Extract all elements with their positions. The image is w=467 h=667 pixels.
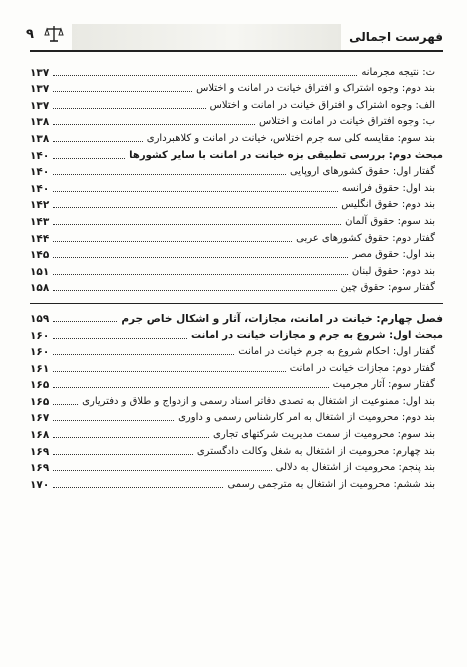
dot-leader xyxy=(53,354,234,355)
toc-entry-title: بند سوم: حقوق آلمان xyxy=(345,215,435,227)
toc-entry-page: ۱۶۸ xyxy=(30,429,50,442)
toc-entry-page: ۱۳۷ xyxy=(30,99,50,112)
toc-entry-title: بند اول: حقوق فرانسه xyxy=(341,182,435,194)
toc-entry-page: ۱۶۹ xyxy=(30,445,50,458)
toc-entry-title: فصل چهارم: خیانت در امانت، مجازات، آثار و اشکال خاص جرم xyxy=(121,312,443,325)
toc-entry xyxy=(30,128,443,145)
toc-entry-title: الف: وجوه اشتراک و افتراق خیانت در امانت و اختلاس xyxy=(209,99,435,111)
dot-leader xyxy=(53,454,193,455)
toc-entry-page: ۱۵۱ xyxy=(30,265,50,278)
toc-entry-page: ۱۶۹ xyxy=(30,462,50,475)
toc-entry-page: ۱۵۹ xyxy=(30,312,50,325)
dot-leader xyxy=(53,91,192,92)
dot-leader xyxy=(53,487,223,488)
toc-entry-title: مبحث اول: شروع به جرم و مجازات خیانت در امانت xyxy=(191,329,443,341)
toc-entry-page: ۱۳۸ xyxy=(30,132,50,145)
page-number: ۹ xyxy=(26,26,34,42)
toc-entry-title: بند سوم: مقایسه کلی سه جرم اختلاس، خیانت در امانت و کلاهبرداری xyxy=(146,132,435,144)
toc-entry xyxy=(30,358,443,375)
toc-entry-title: ت: نتیجه مجرمانه xyxy=(361,66,435,78)
toc-entry xyxy=(30,261,443,278)
toc-entry-title: بند ششم: محرومیت از اشتغال به مترجمی رسمی xyxy=(227,478,435,490)
table-of-contents xyxy=(30,62,443,491)
toc-entry xyxy=(30,375,443,392)
toc-entry-page: ۱۴۰ xyxy=(30,149,50,162)
toc-entry xyxy=(30,62,443,79)
dot-leader xyxy=(53,124,255,125)
dot-leader xyxy=(53,108,205,109)
toc-entry-page: ۱۶۵ xyxy=(30,379,50,392)
scales-of-justice-icon xyxy=(44,24,64,44)
toc-entry-page: ۱۴۵ xyxy=(30,249,50,262)
toc-entry-page: ۱۴۴ xyxy=(30,232,50,245)
dot-leader xyxy=(53,437,209,438)
section-gap xyxy=(30,294,443,308)
toc-entry-page: ۱۶۵ xyxy=(30,395,50,408)
toc-entry xyxy=(30,228,443,245)
toc-entry xyxy=(30,112,443,129)
toc-entry xyxy=(30,342,443,359)
toc-entry-page: ۱۶۰ xyxy=(30,346,50,359)
toc-entry-page: ۱۴۲ xyxy=(30,199,50,212)
toc-entry-title: بند چهارم: محرومیت از اشتغال به شغل وکالت دادگستری xyxy=(196,445,435,457)
toc-entry-page: ۱۳۸ xyxy=(30,116,50,129)
toc-entry-title: بند دوم: محرومیت از اشتغال به امر کارشناس رسمی و داوری xyxy=(178,412,435,424)
toc-entry-title: گفتار دوم: مجازات خیانت در امانت xyxy=(289,362,435,374)
toc-entry-title: ب: وجوه افتراق خیانت در امانت و اختلاس xyxy=(259,116,435,128)
toc-entry-title: گفتار سوم: آثار مجرمیت xyxy=(332,379,435,391)
toc-entry-title: بند اول: ممنوعیت از اشتغال به تصدی دفاتر اسناد رسمی و ازدواج و طلاق و دفتریاری xyxy=(82,395,435,407)
toc-entry-title: گفتار اول: حقوق کشورهای اروپایی xyxy=(289,166,435,178)
dot-leader xyxy=(53,75,357,76)
toc-entry-title: بند دوم: حقوق لبنان xyxy=(351,265,435,277)
dot-leader xyxy=(53,470,271,471)
toc-entry-page: ۱۶۱ xyxy=(30,362,50,375)
toc-entry xyxy=(30,424,443,441)
toc-entry xyxy=(30,325,443,342)
header-rule xyxy=(30,50,443,52)
toc-entry xyxy=(30,458,443,475)
toc-group-a xyxy=(30,62,443,294)
dot-leader xyxy=(53,274,348,275)
toc-entry-title: گفتار اول: احکام شروع به جرم خیانت در امانت xyxy=(238,346,435,358)
dot-leader xyxy=(53,141,143,142)
dot-leader xyxy=(53,158,125,159)
dot-leader xyxy=(53,174,286,175)
toc-entry xyxy=(30,162,443,179)
toc-entry xyxy=(30,95,443,112)
toc-entry xyxy=(30,408,443,425)
toc-entry xyxy=(30,211,443,228)
toc-entry-page: ۱۳۷ xyxy=(30,83,50,96)
toc-entry-title: بند دوم: وجوه اشتراک و افتراق خیانت در امانت و اختلاس xyxy=(196,83,435,95)
toc-entry-page: ۱۷۰ xyxy=(30,478,50,491)
toc-entry xyxy=(30,391,443,408)
dot-leader xyxy=(53,404,78,405)
toc-entry-page: ۱۳۷ xyxy=(30,66,50,79)
toc-entry xyxy=(30,178,443,195)
toc-entry-title: گفتار سوم: حقوق چین xyxy=(340,282,435,294)
page-header xyxy=(26,16,443,50)
toc-entry xyxy=(30,245,443,262)
dot-leader xyxy=(53,224,341,225)
dot-leader xyxy=(53,387,328,388)
toc-entry-title: مبحث دوم: بررسی تطبیقی بزه خیانت در امانت با سایر کشورها xyxy=(129,149,443,161)
toc-entry-title: بند سوم: محرومیت از سمت مدیریت شرکتهای تجاری xyxy=(213,429,435,441)
dot-leader xyxy=(53,257,348,258)
toc-entry-page: ۱۴۰ xyxy=(30,166,50,179)
dot-leader xyxy=(53,371,286,372)
toc-entry-page: ۱۵۸ xyxy=(30,282,50,295)
header-title: فهرست اجمالی xyxy=(349,30,443,44)
dot-leader xyxy=(53,241,292,242)
dot-leader xyxy=(53,420,174,421)
header-left xyxy=(26,24,64,50)
toc-entry-page: ۱۴۳ xyxy=(30,215,50,228)
toc-entry xyxy=(30,441,443,458)
toc-entry-title: بند پنجم: محرومیت از اشتغال به دلالی xyxy=(275,462,435,474)
dot-leader xyxy=(53,207,337,208)
dot-leader xyxy=(53,191,338,192)
dot-leader xyxy=(53,290,336,291)
toc-entry xyxy=(30,474,443,491)
toc-entry xyxy=(30,278,443,295)
dot-leader xyxy=(53,321,117,322)
section-rule xyxy=(30,303,443,304)
header-band xyxy=(72,24,341,50)
toc-entry xyxy=(30,195,443,212)
dot-leader xyxy=(53,338,187,339)
toc-entry xyxy=(30,308,443,325)
toc-entry-title: بند دوم: حقوق انگلیس xyxy=(341,199,435,211)
toc-group-b xyxy=(30,308,443,491)
toc-entry-page: ۱۶۷ xyxy=(30,412,50,425)
toc-entry-page: ۱۶۰ xyxy=(30,329,50,342)
toc-entry xyxy=(30,145,443,162)
toc-entry-title: بند اول: حقوق مصر xyxy=(352,249,435,261)
toc-entry-page: ۱۴۰ xyxy=(30,182,50,195)
toc-entry-title: گفتار دوم: حقوق کشورهای عربی xyxy=(296,232,435,244)
toc-entry xyxy=(30,79,443,96)
